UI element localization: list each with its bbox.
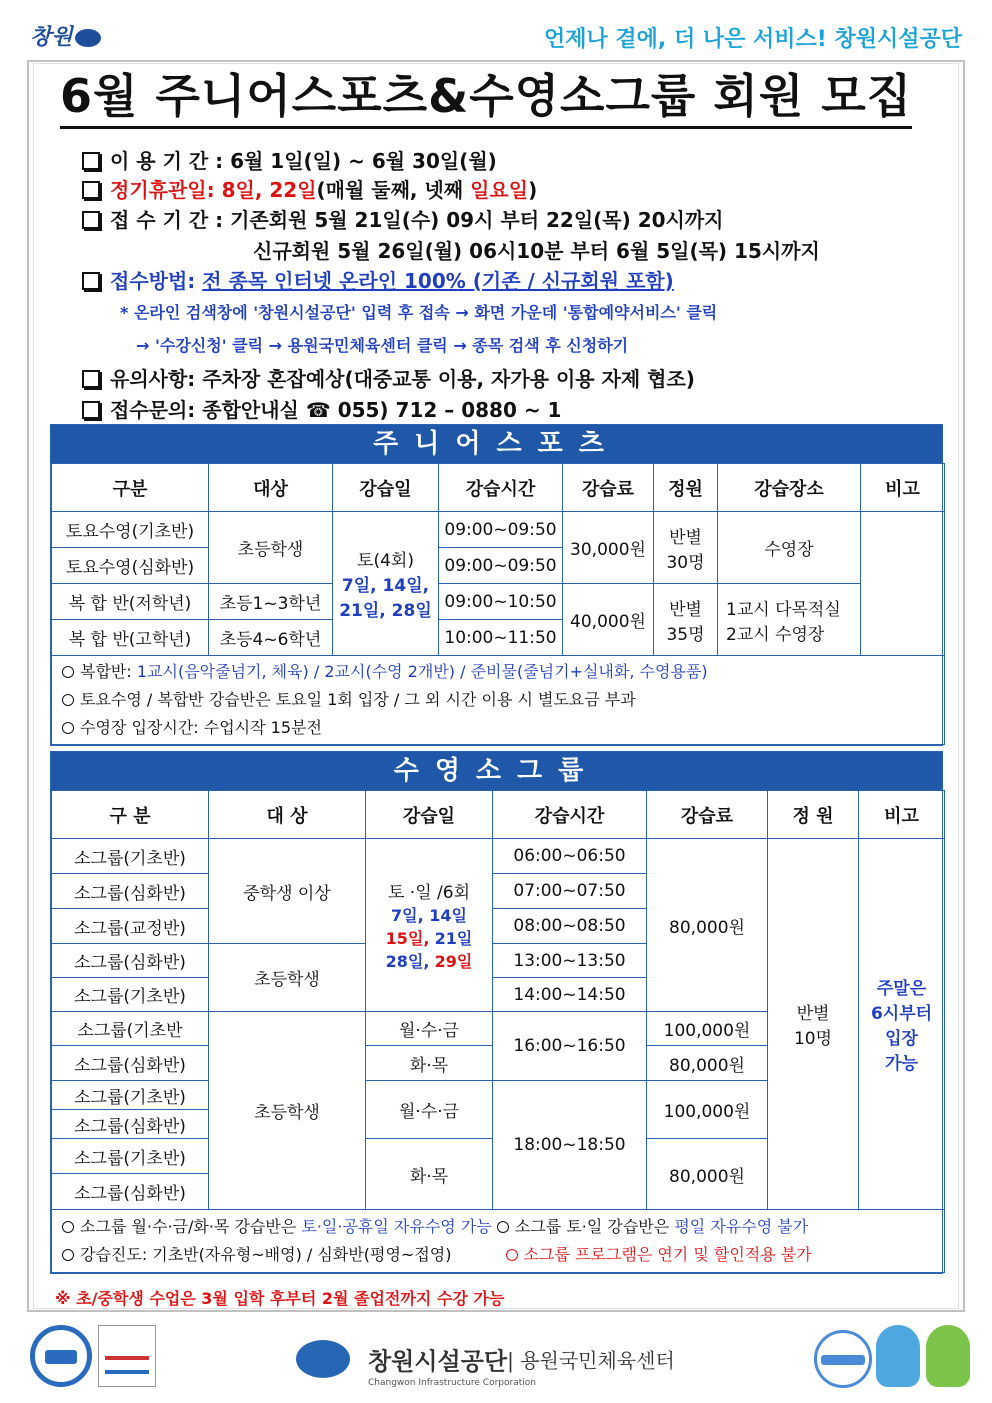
table-cell: 토요수영(기초반) — [52, 512, 209, 548]
table-cell: 소그룹(심화반) — [52, 1046, 209, 1081]
table-cell: 소그룹(기초반) — [52, 839, 209, 874]
bullet-icon — [497, 1221, 509, 1233]
table-cell-remark — [861, 512, 945, 656]
table-header: 정 원 — [768, 791, 859, 839]
table-cell: 중학생 이상 — [209, 839, 366, 944]
mascot-green-icon — [926, 1325, 970, 1387]
junior-section-title: 주니어스포츠 — [51, 425, 942, 463]
checkbox-icon — [82, 370, 100, 388]
human-rights-logo-icon — [30, 1325, 92, 1387]
table-header: 비고 — [861, 464, 945, 512]
table-cell: 80,000원 — [647, 1139, 768, 1210]
table-cell: 40,000원 — [563, 584, 654, 656]
ccm-logo-icon — [814, 1330, 872, 1388]
footer-organization: 창원시설공단| 용원국민체육센터 Changwon Infrastructure Corporation — [296, 1340, 675, 1378]
table-cell: 초등4~6학년 — [209, 620, 333, 656]
table-cell: 수영장 — [718, 512, 861, 584]
table-cell: 09:00~09:50 — [439, 512, 563, 548]
table-header: 강습료 — [563, 464, 654, 512]
table-cell: 18:00~18:50 — [493, 1081, 647, 1210]
table-header: 강습일 — [366, 791, 493, 839]
table-header: 강습시간 — [493, 791, 647, 839]
table-header: 강습일 — [333, 464, 439, 512]
table-cell-days: 토 ·일 /6회 7일, 14일 15일, 21일 28일, 29일 — [366, 839, 493, 1012]
table-header: 구 분 — [52, 791, 209, 839]
certification-logo-icon — [98, 1325, 156, 1387]
bullet-icon — [62, 694, 74, 706]
table-cell: 소그룹(기초반) — [52, 1139, 209, 1174]
bullet-icon — [62, 722, 74, 734]
table-cell: 소그룹(기초반) — [52, 1081, 209, 1110]
table-header: 대 상 — [209, 791, 366, 839]
org-emblem-icon — [296, 1340, 350, 1378]
table-cell: 화·목 — [366, 1046, 493, 1081]
table-cell: 09:00~10:50 — [439, 584, 563, 620]
info-note-2: → '수강신청' 클릭 → 용원국민체육센터 클릭 → 종목 검색 후 신청하기 — [136, 336, 629, 355]
info-period: 이 용 기 간 : 6월 1일(일) ~ 6월 30일(월) — [82, 145, 497, 174]
table-cell: 10:00~11:50 — [439, 620, 563, 656]
info-closed: 정기휴관일: 8일, 22일(매월 둘째, 넷째 일요일) — [82, 174, 537, 203]
table-cell: 초등1~3학년 — [209, 584, 333, 620]
table-cell: 월·수·금 — [366, 1081, 493, 1139]
warning-note: ※ 초/중학생 수업은 3월 입학 후부터 2월 졸업전까지 수강 가능 — [55, 1289, 505, 1308]
table-header: 대상 — [209, 464, 333, 512]
junior-sports-section — [50, 424, 943, 746]
info-note-1: * 온라인 검색창에 '창원시설공단' 입력 후 접속 → 화면 가운데 '통합예약서비스' 클릭 — [120, 303, 718, 322]
table-cell: 화·목 — [366, 1139, 493, 1210]
table-cell: 100,000원 — [647, 1012, 768, 1046]
checkbox-icon — [82, 152, 100, 170]
table-cell: 복 합 반(저학년) — [52, 584, 209, 620]
table-header: 강습시간 — [439, 464, 563, 512]
table-cell: 소그룹(심화반) — [52, 1110, 209, 1139]
table-cell: 30,000원 — [563, 512, 654, 584]
mascot-blue-icon — [876, 1325, 920, 1387]
info-contact: 접수문의: 종합안내실 ☎ 055) 712 – 0880 ~ 1 — [82, 394, 561, 423]
checkbox-icon — [82, 272, 100, 290]
table-cell: 16:00~16:50 — [493, 1012, 647, 1081]
table-cell: 100,000원 — [647, 1081, 768, 1139]
swim-group-section — [50, 751, 943, 1274]
table-cell: 월·수·금 — [366, 1012, 493, 1046]
bullet-icon — [62, 1249, 74, 1261]
junior-table — [51, 463, 945, 745]
table-cell: 소그룹(심화반) — [52, 874, 209, 909]
header-slogan: 언제나 곁에, 더 나은 서비스! 창원시설공단 — [544, 27, 962, 52]
bullet-icon — [62, 666, 74, 678]
page-title: 6월 주니어스포츠&수영소그룹 회원 모집 — [60, 68, 912, 129]
table-cell: 14:00~14:50 — [493, 978, 647, 1012]
table-cell: 소그룹(기초반 — [52, 1012, 209, 1046]
table-cell: 13:00~13:50 — [493, 944, 647, 978]
table-header: 비고 — [859, 791, 945, 839]
table-cell: 80,000원 — [647, 839, 768, 1012]
table-header: 정원 — [654, 464, 718, 512]
swim-notes: 소그룹 월·수·금/화·목 강습반은 토·일·공휴일 자유수영 가능 소그룹 토·일 강습반은 평일 자유수영 불가 강습진도: 기초반(자유형~배영) / 심화반(평영~접영) 소그룹 프로그램은 연기 및 할인적용 불가 — [52, 1210, 945, 1273]
header-logo: 창원 — [30, 20, 103, 51]
info-registration-new: 신규회원 5월 26일(월) 06시10분 부터 6월 5일(목) 15시까지 — [253, 239, 820, 263]
checkbox-icon — [82, 211, 100, 229]
table-cell: 토요수영(심화반) — [52, 548, 209, 584]
table-cell: 소그룹(심화반) — [52, 944, 209, 978]
junior-notes: 복합반: 1교시(음악줄넘기, 체육) / 2교시(수영 2개반) / 준비물(줄넘기+실내화, 수영용품) 토요수영 / 복합반 강습반은 토요일 1회 입장 / 그 외 시간 이용 시 별도요금 부과 수영장 입장시간: 수업시작 15분전 — [52, 656, 945, 745]
table-cell: 09:00~09:50 — [439, 548, 563, 584]
bullet-icon — [62, 1221, 74, 1233]
table-cell: 반별 10명 — [768, 839, 859, 1210]
bullet-icon — [506, 1249, 518, 1261]
table-header: 강습장소 — [718, 464, 861, 512]
checkbox-icon — [82, 181, 100, 199]
table-cell: 반별 30명 — [654, 512, 718, 584]
table-cell: 반별 35명 — [654, 584, 718, 656]
logo-emblem-icon — [75, 29, 101, 47]
table-cell: 소그룹(심화반) — [52, 1174, 209, 1210]
info-registration: 접 수 기 간 : 기존회원 5월 21일(수) 09시 부터 22일(목) 20시까지 — [82, 204, 724, 233]
table-cell: 초등학생 — [209, 944, 366, 1012]
table-cell: 소그룹(교정반) — [52, 909, 209, 944]
table-cell: 07:00~07:50 — [493, 874, 647, 909]
table-cell: 08:00~08:50 — [493, 909, 647, 944]
checkbox-icon — [82, 401, 100, 419]
table-cell: 복 합 반(고학년) — [52, 620, 209, 656]
table-cell-days: 토(4회) 7일, 14일, 21일, 28일 — [333, 512, 439, 656]
table-cell: 소그룹(기초반) — [52, 978, 209, 1012]
table-cell: 1교시 다목적실 2교시 수영장 — [718, 584, 861, 656]
table-header: 구분 — [52, 464, 209, 512]
table-cell: 80,000원 — [647, 1046, 768, 1081]
table-header: 강습료 — [647, 791, 768, 839]
table-cell: 초등학생 — [209, 1012, 366, 1210]
table-cell: 06:00~06:50 — [493, 839, 647, 874]
table-cell-remark: 주말은 6시부터 입장 가능 — [859, 839, 945, 1210]
swim-section-title: 수영소그룹 — [51, 752, 942, 790]
info-caution: 유의사항: 주차장 혼잡예상(대중교통 이용, 자가용 이용 자제 협조) — [82, 363, 695, 392]
swim-table — [51, 790, 945, 1273]
table-cell: 초등학생 — [209, 512, 333, 584]
info-method: 접수방법: 전 종목 인터넷 온라인 100% (기존 / 신규회원 포함) — [82, 265, 674, 294]
